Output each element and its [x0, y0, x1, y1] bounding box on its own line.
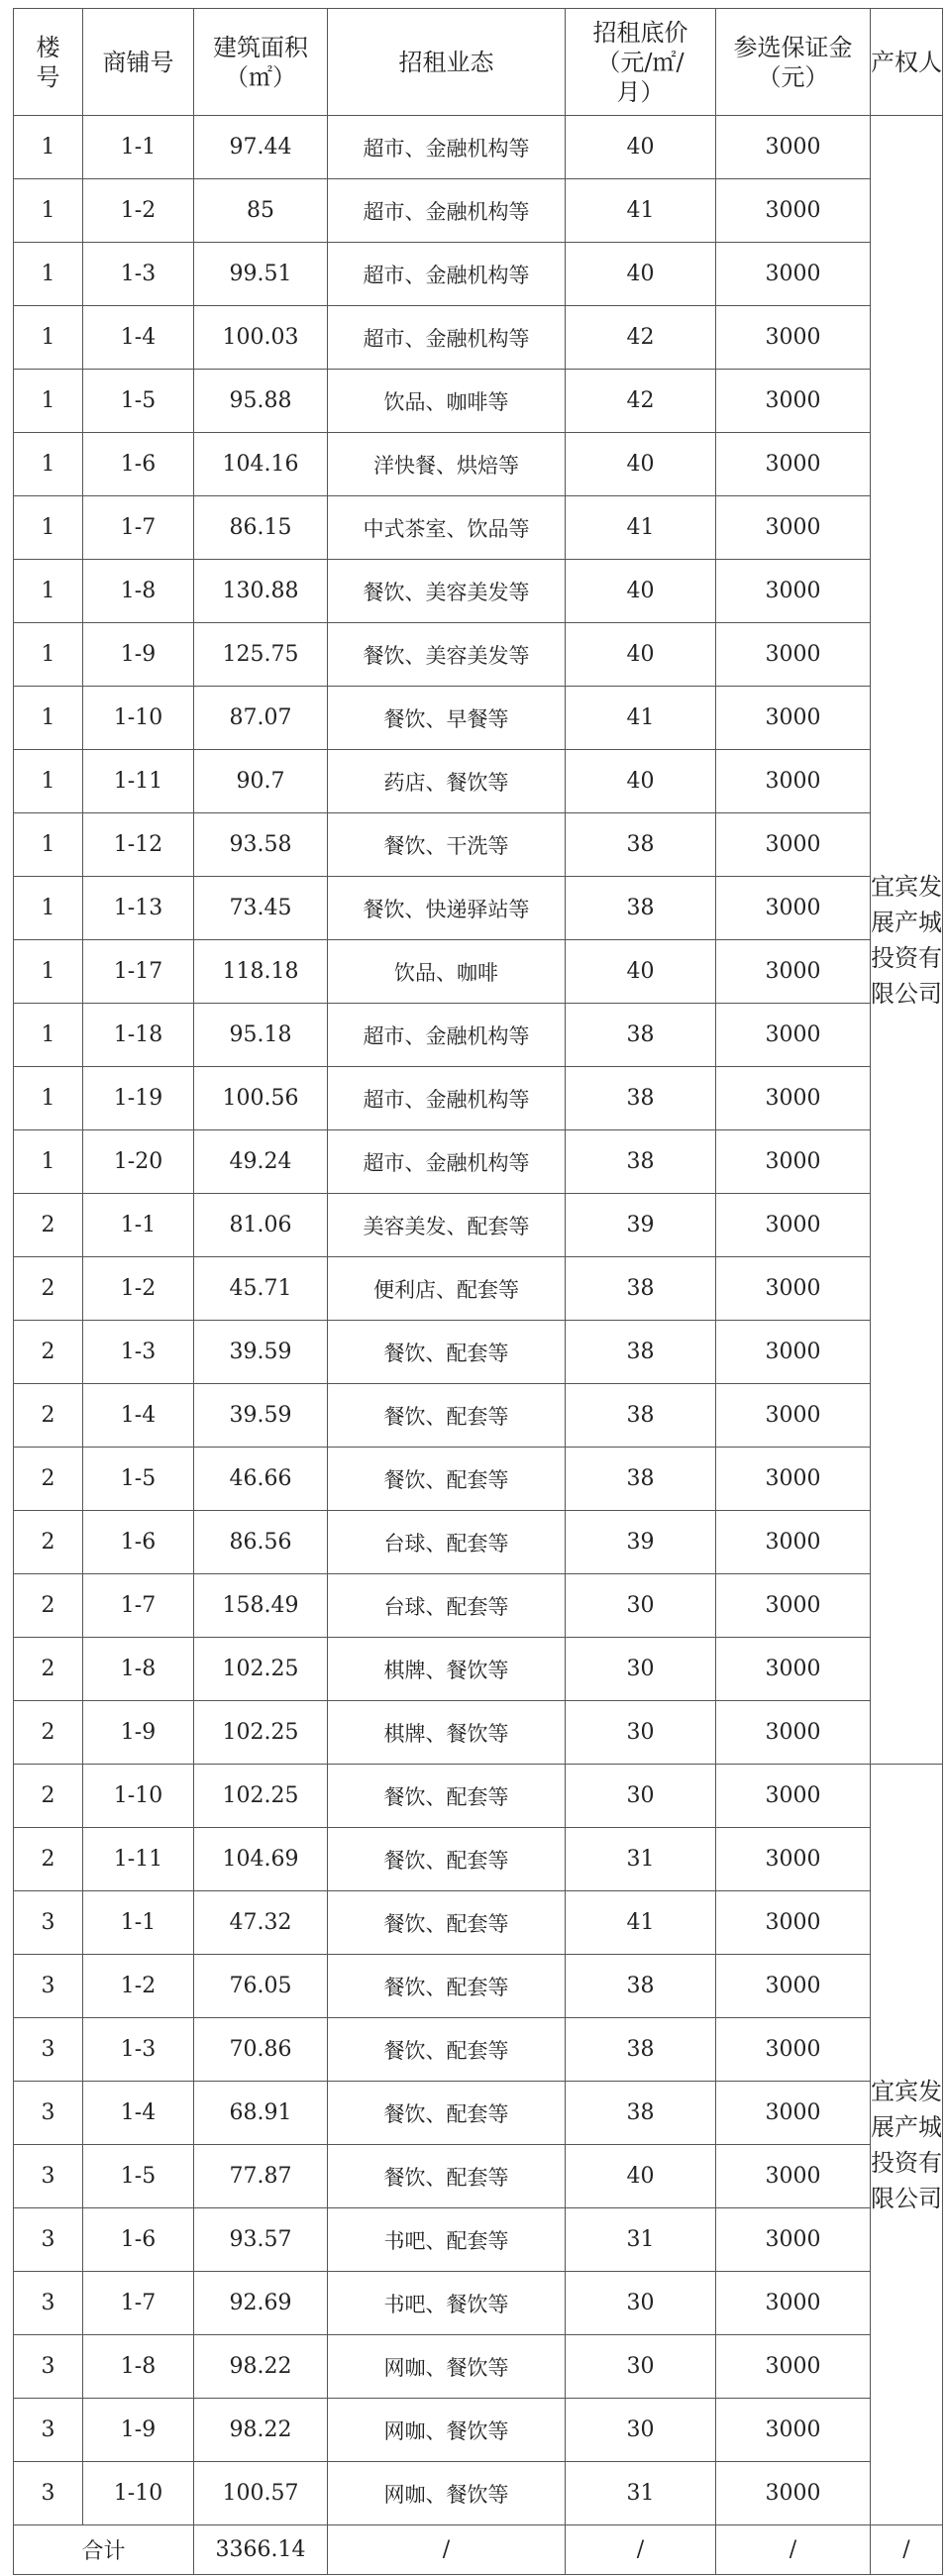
header-building: 楼 号: [14, 9, 83, 116]
business-type-cell: 餐饮、配套等: [328, 2082, 566, 2145]
shop-number-cell: 1-11: [83, 1828, 194, 1891]
shop-number-cell: 1-13: [83, 877, 194, 940]
building-cell: 1: [14, 116, 83, 179]
header-owner: 产权人: [871, 9, 943, 116]
base-price-cell: 30: [566, 2272, 716, 2335]
building-cell: 3: [14, 1955, 83, 2018]
table-row: [14, 1194, 943, 1257]
base-price-cell: 38: [566, 1955, 716, 2018]
table-row: [14, 1067, 943, 1130]
area-cell: 100.03: [194, 306, 328, 370]
table-row: [14, 2462, 943, 2525]
shop-number-cell: 1-6: [83, 1511, 194, 1574]
base-price-cell: 38: [566, 877, 716, 940]
rental-table: [13, 8, 943, 2575]
base-price-cell: 40: [566, 750, 716, 813]
table-row: [14, 1130, 943, 1194]
area-cell: 87.07: [194, 687, 328, 750]
area-cell: 100.56: [194, 1067, 328, 1130]
table-row: [14, 2208, 943, 2272]
deposit-cell: 3000: [716, 2335, 871, 2399]
building-cell: 2: [14, 1765, 83, 1828]
business-type-cell: 网咖、餐饮等: [328, 2335, 566, 2399]
area-cell: 97.44: [194, 116, 328, 179]
shop-number-cell: 1-3: [83, 243, 194, 306]
shop-number-cell: 1-4: [83, 306, 194, 370]
table-row: [14, 433, 943, 496]
shop-number-cell: 1-4: [83, 1384, 194, 1448]
base-price-cell: 38: [566, 2018, 716, 2082]
shop-number-cell: 1-1: [83, 1891, 194, 1955]
table-row: [14, 1448, 943, 1511]
base-price-cell: 40: [566, 2145, 716, 2208]
deposit-cell: 3000: [716, 1574, 871, 1638]
base-price-cell: 31: [566, 1828, 716, 1891]
area-cell: 86.56: [194, 1511, 328, 1574]
shop-number-cell: 1-18: [83, 1004, 194, 1067]
building-cell: 2: [14, 1701, 83, 1765]
base-price-cell: 30: [566, 1574, 716, 1638]
area-cell: 76.05: [194, 1955, 328, 2018]
base-price-cell: 30: [566, 2335, 716, 2399]
area-cell: 93.57: [194, 2208, 328, 2272]
table-row: [14, 940, 943, 1004]
business-type-cell: 饮品、咖啡等: [328, 370, 566, 433]
area-cell: 98.22: [194, 2399, 328, 2462]
table-row: [14, 623, 943, 687]
area-cell: 90.7: [194, 750, 328, 813]
business-type-cell: 超市、金融机构等: [328, 243, 566, 306]
deposit-cell: 3000: [716, 2272, 871, 2335]
business-type-cell: 餐饮、配套等: [328, 2145, 566, 2208]
business-type-cell: 书吧、配套等: [328, 2208, 566, 2272]
area-cell: 98.22: [194, 2335, 328, 2399]
building-cell: 3: [14, 2462, 83, 2525]
building-cell: 2: [14, 1828, 83, 1891]
area-cell: 70.86: [194, 2018, 328, 2082]
table-row: [14, 1955, 943, 2018]
shop-number-cell: 1-5: [83, 1448, 194, 1511]
area-cell: 85: [194, 179, 328, 243]
header-area: 建筑面积 （㎡）: [194, 9, 328, 116]
table-row: [14, 687, 943, 750]
table-row: [14, 1004, 943, 1067]
base-price-cell: 31: [566, 2208, 716, 2272]
deposit-cell: 3000: [716, 179, 871, 243]
deposit-cell: 3000: [716, 623, 871, 687]
base-price-cell: 41: [566, 1891, 716, 1955]
area-cell: 125.75: [194, 623, 328, 687]
base-price-cell: 39: [566, 1511, 716, 1574]
area-cell: 104.69: [194, 1828, 328, 1891]
base-price-cell: 38: [566, 1004, 716, 1067]
base-price-cell: 40: [566, 623, 716, 687]
shop-number-cell: 1-9: [83, 1701, 194, 1765]
business-type-cell: 超市、金融机构等: [328, 179, 566, 243]
shop-number-cell: 1-6: [83, 2208, 194, 2272]
deposit-cell: 3000: [716, 1067, 871, 1130]
shop-number-cell: 1-1: [83, 116, 194, 179]
base-price-cell: 39: [566, 1194, 716, 1257]
header-shop: 商铺号: [83, 9, 194, 116]
building-cell: 2: [14, 1574, 83, 1638]
business-type-cell: 餐饮、早餐等: [328, 687, 566, 750]
table-row: [14, 2335, 943, 2399]
shop-number-cell: 1-5: [83, 2145, 194, 2208]
shop-number-cell: 1-8: [83, 2335, 194, 2399]
table-row: [14, 306, 943, 370]
business-type-cell: 饮品、咖啡: [328, 940, 566, 1004]
deposit-cell: 3000: [716, 2399, 871, 2462]
base-price-cell: 40: [566, 116, 716, 179]
shop-number-cell: 1-6: [83, 433, 194, 496]
area-cell: 39.59: [194, 1321, 328, 1384]
business-type-cell: 超市、金融机构等: [328, 1067, 566, 1130]
building-cell: 1: [14, 1004, 83, 1067]
deposit-cell: 3000: [716, 2462, 871, 2525]
building-cell: 3: [14, 2399, 83, 2462]
building-cell: 3: [14, 2335, 83, 2399]
shop-number-cell: 1-2: [83, 1257, 194, 1321]
area-cell: 81.06: [194, 1194, 328, 1257]
deposit-cell: 3000: [716, 1638, 871, 1701]
total-deposit: /: [716, 2525, 871, 2575]
business-type-cell: 美容美发、配套等: [328, 1194, 566, 1257]
shop-number-cell: 1-9: [83, 623, 194, 687]
table-row: [14, 877, 943, 940]
deposit-cell: 3000: [716, 1511, 871, 1574]
building-cell: 3: [14, 2018, 83, 2082]
business-type-cell: 超市、金融机构等: [328, 1004, 566, 1067]
business-type-cell: 台球、配套等: [328, 1574, 566, 1638]
deposit-cell: 3000: [716, 2082, 871, 2145]
total-row: [14, 2525, 943, 2575]
base-price-cell: 38: [566, 1067, 716, 1130]
header-row: [14, 9, 943, 116]
building-cell: 1: [14, 560, 83, 623]
deposit-cell: 3000: [716, 1004, 871, 1067]
table-row: [14, 1321, 943, 1384]
area-cell: 49.24: [194, 1130, 328, 1194]
business-type-cell: 台球、配套等: [328, 1511, 566, 1574]
total-business: /: [328, 2525, 566, 2575]
base-price-cell: 40: [566, 560, 716, 623]
shop-number-cell: 1-5: [83, 370, 194, 433]
building-cell: 1: [14, 1130, 83, 1194]
deposit-cell: 3000: [716, 2208, 871, 2272]
base-price-cell: 30: [566, 1701, 716, 1765]
building-cell: 1: [14, 940, 83, 1004]
base-price-cell: 42: [566, 306, 716, 370]
building-cell: 2: [14, 1638, 83, 1701]
building-cell: 1: [14, 243, 83, 306]
business-type-cell: 棋牌、餐饮等: [328, 1701, 566, 1765]
business-type-cell: 中式茶室、饮品等: [328, 496, 566, 560]
shop-number-cell: 1-3: [83, 1321, 194, 1384]
deposit-cell: 3000: [716, 306, 871, 370]
deposit-cell: 3000: [716, 1130, 871, 1194]
area-cell: 104.16: [194, 433, 328, 496]
base-price-cell: 40: [566, 243, 716, 306]
area-cell: 86.15: [194, 496, 328, 560]
base-price-cell: 38: [566, 1321, 716, 1384]
business-type-cell: 餐饮、配套等: [328, 1384, 566, 1448]
table-row: [14, 179, 943, 243]
deposit-cell: 3000: [716, 1194, 871, 1257]
base-price-cell: 38: [566, 1448, 716, 1511]
area-cell: 73.45: [194, 877, 328, 940]
building-cell: 3: [14, 2208, 83, 2272]
shop-number-cell: 1-7: [83, 496, 194, 560]
table-row: [14, 1257, 943, 1321]
table-body: [14, 116, 943, 2575]
area-cell: 99.51: [194, 243, 328, 306]
building-cell: 1: [14, 179, 83, 243]
building-cell: 1: [14, 623, 83, 687]
business-type-cell: 药店、餐饮等: [328, 750, 566, 813]
shop-number-cell: 1-1: [83, 1194, 194, 1257]
business-type-cell: 餐饮、美容美发等: [328, 560, 566, 623]
shop-number-cell: 1-10: [83, 687, 194, 750]
shop-number-cell: 1-2: [83, 1955, 194, 2018]
base-price-cell: 31: [566, 2462, 716, 2525]
shop-number-cell: 1-17: [83, 940, 194, 1004]
area-cell: 47.32: [194, 1891, 328, 1955]
business-type-cell: 餐饮、配套等: [328, 2018, 566, 2082]
area-cell: 102.25: [194, 1765, 328, 1828]
base-price-cell: 40: [566, 940, 716, 1004]
deposit-cell: 3000: [716, 2018, 871, 2082]
base-price-cell: 38: [566, 1130, 716, 1194]
building-cell: 2: [14, 1257, 83, 1321]
shop-number-cell: 1-4: [83, 2082, 194, 2145]
business-type-cell: 洋快餐、烘焙等: [328, 433, 566, 496]
table-row: [14, 2272, 943, 2335]
business-type-cell: 超市、金融机构等: [328, 116, 566, 179]
table-row: [14, 1828, 943, 1891]
business-type-cell: 餐饮、配套等: [328, 1448, 566, 1511]
building-cell: 1: [14, 306, 83, 370]
area-cell: 46.66: [194, 1448, 328, 1511]
deposit-cell: 3000: [716, 1955, 871, 2018]
deposit-cell: 3000: [716, 370, 871, 433]
business-type-cell: 餐饮、配套等: [328, 1891, 566, 1955]
base-price-cell: 41: [566, 496, 716, 560]
deposit-cell: 3000: [716, 1448, 871, 1511]
total-owner: /: [871, 2525, 943, 2575]
building-cell: 1: [14, 496, 83, 560]
deposit-cell: 3000: [716, 1701, 871, 1765]
table-row: [14, 1511, 943, 1574]
business-type-cell: 餐饮、干洗等: [328, 813, 566, 877]
table-row: [14, 2399, 943, 2462]
table-row: [14, 560, 943, 623]
building-cell: 2: [14, 1448, 83, 1511]
table-row: [14, 370, 943, 433]
base-price-cell: 30: [566, 2399, 716, 2462]
base-price-cell: 38: [566, 813, 716, 877]
base-price-cell: 41: [566, 687, 716, 750]
header-business: 招租业态: [328, 9, 566, 116]
area-cell: 45.71: [194, 1257, 328, 1321]
business-type-cell: 餐饮、配套等: [328, 1765, 566, 1828]
deposit-cell: 3000: [716, 1891, 871, 1955]
deposit-cell: 3000: [716, 560, 871, 623]
building-cell: 3: [14, 2272, 83, 2335]
base-price-cell: 38: [566, 1257, 716, 1321]
base-price-cell: 38: [566, 1384, 716, 1448]
business-type-cell: 便利店、配套等: [328, 1257, 566, 1321]
total-label: 合计: [14, 2525, 194, 2575]
base-price-cell: 40: [566, 433, 716, 496]
base-price-cell: 38: [566, 2082, 716, 2145]
deposit-cell: 3000: [716, 1828, 871, 1891]
table-row: [14, 1384, 943, 1448]
shop-number-cell: 1-8: [83, 560, 194, 623]
deposit-cell: 3000: [716, 1384, 871, 1448]
table-row: [14, 2145, 943, 2208]
deposit-cell: 3000: [716, 877, 871, 940]
building-cell: 2: [14, 1511, 83, 1574]
area-cell: 95.18: [194, 1004, 328, 1067]
building-cell: 3: [14, 1891, 83, 1955]
area-cell: 102.25: [194, 1638, 328, 1701]
shop-number-cell: 1-9: [83, 2399, 194, 2462]
building-cell: 3: [14, 2082, 83, 2145]
deposit-cell: 3000: [716, 2145, 871, 2208]
table-row: [14, 1638, 943, 1701]
table-row: [14, 813, 943, 877]
table-row: [14, 1701, 943, 1765]
deposit-cell: 3000: [716, 940, 871, 1004]
building-cell: 1: [14, 1067, 83, 1130]
business-type-cell: 超市、金融机构等: [328, 306, 566, 370]
deposit-cell: 3000: [716, 1321, 871, 1384]
deposit-cell: 3000: [716, 116, 871, 179]
table-row: [14, 1891, 943, 1955]
building-cell: 1: [14, 433, 83, 496]
building-cell: 2: [14, 1194, 83, 1257]
deposit-cell: 3000: [716, 496, 871, 560]
area-cell: 118.18: [194, 940, 328, 1004]
area-cell: 158.49: [194, 1574, 328, 1638]
area-cell: 68.91: [194, 2082, 328, 2145]
business-type-cell: 餐饮、配套等: [328, 1321, 566, 1384]
business-type-cell: 书吧、餐饮等: [328, 2272, 566, 2335]
table-row: [14, 2082, 943, 2145]
area-cell: 130.88: [194, 560, 328, 623]
base-price-cell: 30: [566, 1765, 716, 1828]
business-type-cell: 餐饮、美容美发等: [328, 623, 566, 687]
shop-number-cell: 1-3: [83, 2018, 194, 2082]
shop-number-cell: 1-7: [83, 2272, 194, 2335]
shop-number-cell: 1-10: [83, 2462, 194, 2525]
building-cell: 1: [14, 877, 83, 940]
shop-number-cell: 1-11: [83, 750, 194, 813]
deposit-cell: 3000: [716, 1257, 871, 1321]
shop-number-cell: 1-19: [83, 1067, 194, 1130]
building-cell: 2: [14, 1384, 83, 1448]
business-type-cell: 网咖、餐饮等: [328, 2399, 566, 2462]
table-row: [14, 116, 943, 179]
table-row: [14, 750, 943, 813]
total-price: /: [566, 2525, 716, 2575]
business-type-cell: 棋牌、餐饮等: [328, 1638, 566, 1701]
table-row: [14, 1765, 943, 1828]
area-cell: 77.87: [194, 2145, 328, 2208]
deposit-cell: 3000: [716, 1765, 871, 1828]
table-row: [14, 496, 943, 560]
shop-number-cell: 1-7: [83, 1574, 194, 1638]
shop-number-cell: 1-12: [83, 813, 194, 877]
deposit-cell: 3000: [716, 243, 871, 306]
shop-number-cell: 1-2: [83, 179, 194, 243]
total-area: 3366.14: [194, 2525, 328, 2575]
area-cell: 39.59: [194, 1384, 328, 1448]
table-row: [14, 1574, 943, 1638]
header-price: 招租底价 （元/㎡/ 月）: [566, 9, 716, 116]
business-type-cell: 餐饮、配套等: [328, 1828, 566, 1891]
business-type-cell: 餐饮、快递驿站等: [328, 877, 566, 940]
deposit-cell: 3000: [716, 813, 871, 877]
base-price-cell: 30: [566, 1638, 716, 1701]
building-cell: 1: [14, 750, 83, 813]
area-cell: 100.57: [194, 2462, 328, 2525]
building-cell: 2: [14, 1321, 83, 1384]
business-type-cell: 超市、金融机构等: [328, 1130, 566, 1194]
building-cell: 1: [14, 370, 83, 433]
business-type-cell: 网咖、餐饮等: [328, 2462, 566, 2525]
base-price-cell: 42: [566, 370, 716, 433]
table-row: [14, 2018, 943, 2082]
area-cell: 95.88: [194, 370, 328, 433]
business-type-cell: 餐饮、配套等: [328, 1955, 566, 2018]
building-cell: 3: [14, 2145, 83, 2208]
area-cell: 93.58: [194, 813, 328, 877]
base-price-cell: 41: [566, 179, 716, 243]
owner-cell: 宜宾发 展产城 投资有 限公司: [871, 1765, 943, 2525]
deposit-cell: 3000: [716, 750, 871, 813]
shop-number-cell: 1-10: [83, 1765, 194, 1828]
deposit-cell: 3000: [716, 687, 871, 750]
header-deposit: 参选保证金 （元）: [716, 9, 871, 116]
building-cell: 1: [14, 813, 83, 877]
deposit-cell: 3000: [716, 433, 871, 496]
owner-cell: 宜宾发 展产城 投资有 限公司: [871, 116, 943, 1765]
building-cell: 1: [14, 687, 83, 750]
shop-number-cell: 1-8: [83, 1638, 194, 1701]
table-row: [14, 243, 943, 306]
area-cell: 92.69: [194, 2272, 328, 2335]
area-cell: 102.25: [194, 1701, 328, 1765]
shop-number-cell: 1-20: [83, 1130, 194, 1194]
